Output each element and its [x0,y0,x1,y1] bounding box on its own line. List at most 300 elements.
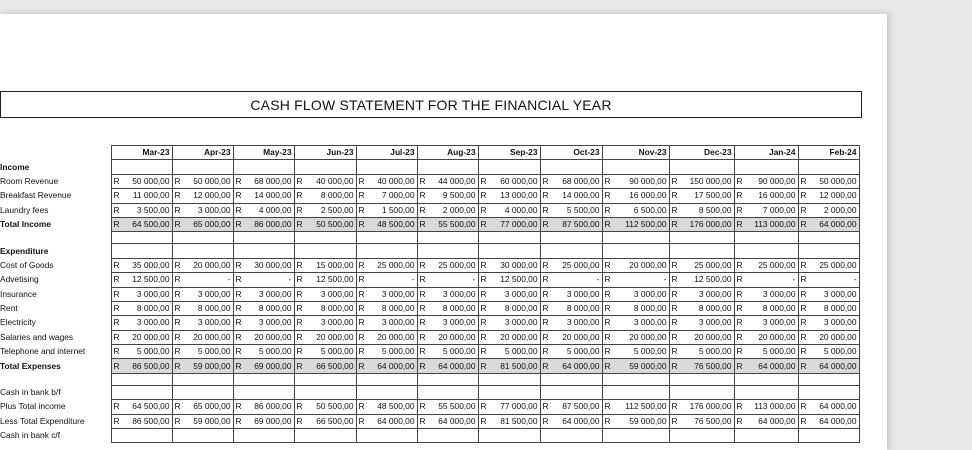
value-cell[interactable] [540,400,602,414]
value-cell[interactable] [602,385,669,399]
row-label[interactable]: Cash in bank c/f [0,430,61,441]
value-cell[interactable] [172,414,233,428]
value-cell[interactable] [294,316,356,330]
value-cell[interactable] [540,359,602,373]
value-cell[interactable] [356,345,417,359]
value-cell[interactable] [734,232,798,244]
value-cell[interactable] [540,414,602,428]
value-cell[interactable] [111,359,172,373]
value-cell[interactable] [233,203,294,217]
value-cell[interactable] [172,217,233,231]
value-cell[interactable] [111,373,172,385]
value-cell[interactable] [417,189,478,203]
value-cell[interactable] [540,429,602,443]
value-cell[interactable] [669,373,734,385]
value-cell[interactable] [669,232,734,244]
value-cell[interactable] [111,217,172,231]
value-cell[interactable] [111,287,172,301]
value-cell[interactable] [233,429,294,443]
row-label[interactable]: Laundry fees [0,204,49,215]
value-cell[interactable] [417,385,478,399]
value-cell[interactable] [734,359,798,373]
value-cell[interactable] [602,359,669,373]
value-cell[interactable] [540,385,602,399]
value-cell[interactable] [540,287,602,301]
value-cell[interactable] [798,189,859,203]
amount: 8 000,00 [320,303,354,314]
value-cell[interactable] [602,244,669,258]
value-cell[interactable] [478,345,540,359]
value-cell[interactable] [172,345,233,359]
value-cell[interactable] [734,217,798,231]
value-cell[interactable] [356,273,417,287]
value-cell[interactable] [417,414,478,428]
row-label[interactable] [0,373,111,385]
value-cell[interactable] [734,174,798,188]
currency-symbol: R [800,274,807,285]
row-label[interactable]: Rent [0,303,18,314]
value-cell[interactable] [478,174,540,188]
value-cell[interactable] [233,174,294,188]
value-cell[interactable] [798,244,859,258]
value-cell[interactable] [478,217,540,231]
value-cell[interactable] [111,429,172,443]
value-cell[interactable] [111,244,172,258]
value-cell[interactable] [233,330,294,344]
row-label[interactable]: Telephone and internet [0,346,86,357]
value-cell[interactable] [417,174,478,188]
value-cell[interactable] [734,273,798,287]
month-header[interactable]: Nov-23 [602,146,669,160]
value-cell[interactable] [294,414,356,428]
value-cell[interactable] [669,385,734,399]
value-cell[interactable] [111,160,172,174]
currency-symbol: R [480,415,487,426]
value-cell[interactable] [233,301,294,315]
value-cell[interactable] [356,244,417,258]
currency-symbol: R [480,219,487,230]
value-cell[interactable] [602,217,669,231]
value-cell[interactable] [669,414,734,428]
value-cell[interactable] [602,232,669,244]
value-cell[interactable] [294,273,356,287]
row-label[interactable] [0,232,111,244]
value-cell[interactable] [478,273,540,287]
value-cell[interactable] [356,414,417,428]
value-cell[interactable] [540,258,602,272]
value-cell[interactable] [356,174,417,188]
month-header[interactable]: May-23 [233,146,294,160]
value-cell[interactable] [734,189,798,203]
value-cell[interactable] [669,429,734,443]
value-cell[interactable] [602,174,669,188]
value-cell[interactable] [669,287,734,301]
value-cell[interactable] [669,359,734,373]
value-cell[interactable] [294,359,356,373]
value-cell[interactable] [172,174,233,188]
value-cell[interactable] [798,316,859,330]
amount: 3 000,00 [633,288,667,299]
value-cell[interactable] [172,232,233,244]
value-cell[interactable] [540,203,602,217]
value-cell[interactable] [294,330,356,344]
value-cell[interactable] [294,345,356,359]
month-header[interactable]: Sep-23 [478,146,540,160]
value-cell[interactable] [798,203,859,217]
value-cell[interactable] [734,414,798,428]
value-cell[interactable] [798,385,859,399]
value-cell[interactable] [669,400,734,414]
value-cell[interactable] [602,189,669,203]
value-cell[interactable] [669,345,734,359]
amount: 5 000,00 [823,346,857,357]
value-cell[interactable] [798,359,859,373]
row-label[interactable]: Income [0,161,30,172]
value-cell[interactable] [417,345,478,359]
value-cell[interactable] [294,400,356,414]
value-cell[interactable] [294,385,356,399]
currency-symbol: R [419,219,426,230]
value-cell[interactable] [798,400,859,414]
value-cell[interactable] [294,217,356,231]
value-cell[interactable] [540,189,602,203]
value-cell[interactable] [111,316,172,330]
value-cell[interactable] [734,400,798,414]
value-cell[interactable] [233,287,294,301]
value-cell[interactable] [417,429,478,443]
value-cell[interactable] [294,189,356,203]
month-header[interactable]: Jun-23 [294,146,356,160]
value-cell[interactable] [798,373,859,385]
value-cell[interactable] [111,189,172,203]
value-cell[interactable] [356,316,417,330]
value-cell[interactable] [294,287,356,301]
row-label[interactable]: Expenditure [0,245,49,256]
value-cell[interactable] [417,273,478,287]
currency-symbol: R [671,204,678,215]
currency-symbol: R [235,415,242,426]
currency-symbol: R [358,401,365,412]
value-cell[interactable] [233,414,294,428]
value-cell[interactable] [111,203,172,217]
value-cell[interactable] [111,414,172,428]
value-cell[interactable] [233,160,294,174]
row-label[interactable]: Electricity [0,317,36,328]
value-cell[interactable] [669,203,734,217]
value-cell[interactable] [540,174,602,188]
amount: 86 000,00 [254,401,292,412]
value-cell[interactable] [356,429,417,443]
row-label[interactable]: Total Income [0,219,52,230]
value-cell[interactable] [798,258,859,272]
row-label[interactable]: Insurance [0,288,37,299]
month-header[interactable]: Jul-23 [356,146,417,160]
value-cell[interactable] [798,330,859,344]
value-cell[interactable] [356,258,417,272]
value-cell[interactable] [233,345,294,359]
value-cell[interactable] [172,385,233,399]
row-label[interactable]: Plus Total income [0,401,66,412]
value-cell[interactable] [233,258,294,272]
sheet-title: CASH FLOW STATEMENT FOR THE FINANCIAL YEAR [0,91,862,118]
header-corner [0,146,111,160]
value-cell[interactable] [798,273,859,287]
currency-symbol: R [113,317,120,328]
value-cell[interactable] [111,301,172,315]
value-cell[interactable] [478,232,540,244]
currency-symbol: R [671,401,678,412]
value-cell[interactable] [417,400,478,414]
row-label[interactable]: Cash in bank b/f [0,387,61,398]
value-cell[interactable] [798,345,859,359]
month-header[interactable]: Jan-24 [734,146,798,160]
value-cell[interactable] [734,301,798,315]
value-cell[interactable] [356,203,417,217]
value-cell[interactable] [417,316,478,330]
row-label[interactable]: Breakfast Revenue [0,190,72,201]
value-cell[interactable] [734,287,798,301]
amount: - [663,274,667,285]
value-cell[interactable] [172,273,233,287]
value-cell[interactable] [798,217,859,231]
value-cell[interactable] [734,345,798,359]
value-cell[interactable] [540,273,602,287]
value-cell[interactable] [798,301,859,315]
value-cell[interactable] [478,258,540,272]
value-cell[interactable] [294,373,356,385]
value-cell[interactable] [602,414,669,428]
value-cell[interactable] [478,373,540,385]
value-cell[interactable] [172,244,233,258]
value-cell[interactable] [417,359,478,373]
currency-symbol: R [736,415,743,426]
value-cell[interactable] [417,301,478,315]
value-cell[interactable] [669,189,734,203]
value-cell[interactable] [798,174,859,188]
value-cell[interactable] [356,232,417,244]
value-cell[interactable] [233,385,294,399]
value-cell[interactable] [417,287,478,301]
month-header[interactable]: Oct-23 [540,146,602,160]
value-cell[interactable] [294,174,356,188]
value-cell[interactable] [111,232,172,244]
month-header[interactable]: Aug-23 [417,146,478,160]
value-cell[interactable] [294,429,356,443]
row-label[interactable]: Room Revenue [0,175,59,186]
value-cell[interactable] [417,244,478,258]
value-cell[interactable] [172,400,233,414]
value-cell[interactable] [356,359,417,373]
value-cell[interactable] [356,385,417,399]
value-cell[interactable] [734,316,798,330]
value-cell[interactable] [734,373,798,385]
currency-symbol: R [235,219,242,230]
month-header[interactable]: Dec-23 [669,146,734,160]
value-cell[interactable] [602,273,669,287]
value-cell[interactable] [540,330,602,344]
value-cell[interactable] [734,160,798,174]
value-cell[interactable] [233,189,294,203]
value-cell[interactable] [111,385,172,399]
value-cell[interactable] [478,160,540,174]
value-cell[interactable] [478,316,540,330]
value-cell[interactable] [602,429,669,443]
value-cell[interactable] [734,429,798,443]
value-cell[interactable] [478,244,540,258]
value-cell[interactable] [734,258,798,272]
value-cell[interactable] [478,414,540,428]
value-cell[interactable] [669,217,734,231]
amount: 7 000,00 [762,204,796,215]
value-cell[interactable] [356,330,417,344]
row-label[interactable]: Salaries and wages [0,331,74,342]
value-cell[interactable] [602,345,669,359]
value-cell[interactable] [478,400,540,414]
value-cell[interactable] [540,244,602,258]
value-cell[interactable] [798,232,859,244]
currency-symbol: R [800,288,807,299]
value-cell[interactable] [294,160,356,174]
value-cell[interactable] [602,373,669,385]
value-cell[interactable] [111,174,172,188]
value-cell[interactable] [172,359,233,373]
value-cell[interactable] [111,258,172,272]
value-cell[interactable] [417,217,478,231]
value-cell[interactable] [356,217,417,231]
value-cell[interactable] [478,189,540,203]
value-cell[interactable] [734,385,798,399]
value-cell[interactable] [233,316,294,330]
value-cell[interactable] [669,273,734,287]
value-cell[interactable] [602,287,669,301]
value-cell[interactable] [602,316,669,330]
value-cell[interactable] [478,330,540,344]
value-cell[interactable] [111,330,172,344]
value-cell[interactable] [602,301,669,315]
value-cell[interactable] [478,429,540,443]
value-cell[interactable] [798,287,859,301]
value-cell[interactable] [669,330,734,344]
value-cell[interactable] [669,174,734,188]
value-cell[interactable] [233,217,294,231]
value-cell[interactable] [356,400,417,414]
currency-symbol: R [542,360,549,371]
value-cell[interactable] [478,287,540,301]
amount: 11 000,00 [132,190,170,201]
month-header[interactable]: Apr-23 [172,146,233,160]
value-cell[interactable] [798,429,859,443]
value-cell[interactable] [294,244,356,258]
value-cell[interactable] [172,203,233,217]
value-cell[interactable] [478,359,540,373]
month-header[interactable]: Feb-24 [798,146,859,160]
row-label[interactable]: Less Total Expenditure [0,415,85,426]
value-cell[interactable] [540,217,602,231]
value-cell[interactable] [602,160,669,174]
value-cell[interactable] [233,400,294,414]
value-cell[interactable] [602,330,669,344]
value-cell[interactable] [233,232,294,244]
value-cell[interactable] [669,160,734,174]
value-cell[interactable] [356,301,417,315]
row-label[interactable]: Total Expenses [0,360,61,371]
value-cell[interactable] [540,345,602,359]
value-cell[interactable] [540,160,602,174]
value-cell[interactable] [798,414,859,428]
row-label[interactable]: Cost of Goods [0,259,54,270]
month-header[interactable]: Mar-23 [111,146,172,160]
value-cell[interactable] [356,287,417,301]
value-cell[interactable] [172,287,233,301]
value-cell[interactable] [417,203,478,217]
value-cell[interactable] [294,258,356,272]
value-cell[interactable] [478,301,540,315]
currency-symbol: R [800,219,807,230]
value-cell[interactable] [478,203,540,217]
value-cell[interactable] [356,160,417,174]
value-cell[interactable] [417,258,478,272]
value-cell[interactable] [540,373,602,385]
value-cell[interactable] [172,316,233,330]
value-cell[interactable] [172,373,233,385]
value-cell[interactable] [233,244,294,258]
value-cell[interactable] [602,258,669,272]
value-cell[interactable] [356,373,417,385]
value-cell[interactable] [734,330,798,344]
value-cell[interactable] [669,244,734,258]
value-cell[interactable] [602,203,669,217]
value-cell[interactable] [669,301,734,315]
value-cell[interactable] [111,400,172,414]
value-cell[interactable] [478,385,540,399]
currency-symbol: R [235,360,242,371]
value-cell[interactable] [417,232,478,244]
value-cell[interactable] [294,232,356,244]
value-cell[interactable] [172,258,233,272]
value-cell[interactable] [669,258,734,272]
value-cell[interactable] [417,160,478,174]
value-cell[interactable] [669,316,734,330]
amount: 3 000,00 [197,288,231,299]
value-cell[interactable] [172,301,233,315]
value-cell[interactable] [233,359,294,373]
value-cell[interactable] [798,160,859,174]
value-cell[interactable] [734,244,798,258]
currency-symbol: R [542,219,549,230]
value-cell[interactable] [172,160,233,174]
value-cell[interactable] [540,301,602,315]
value-cell[interactable] [233,273,294,287]
value-cell[interactable] [294,203,356,217]
amount: 3 000,00 [698,288,732,299]
value-cell[interactable] [602,400,669,414]
value-cell[interactable] [111,345,172,359]
value-cell[interactable] [233,373,294,385]
value-cell[interactable] [294,301,356,315]
value-cell[interactable] [734,203,798,217]
value-cell[interactable] [417,330,478,344]
value-cell[interactable] [540,232,602,244]
value-cell[interactable] [172,330,233,344]
value-cell[interactable] [172,429,233,443]
value-cell[interactable] [172,189,233,203]
value-cell[interactable] [417,373,478,385]
value-cell[interactable] [111,273,172,287]
value-cell[interactable] [356,189,417,203]
value-cell[interactable] [540,316,602,330]
row-label[interactable]: Advetising [0,274,39,285]
amount: 113 000,00 [754,401,796,412]
